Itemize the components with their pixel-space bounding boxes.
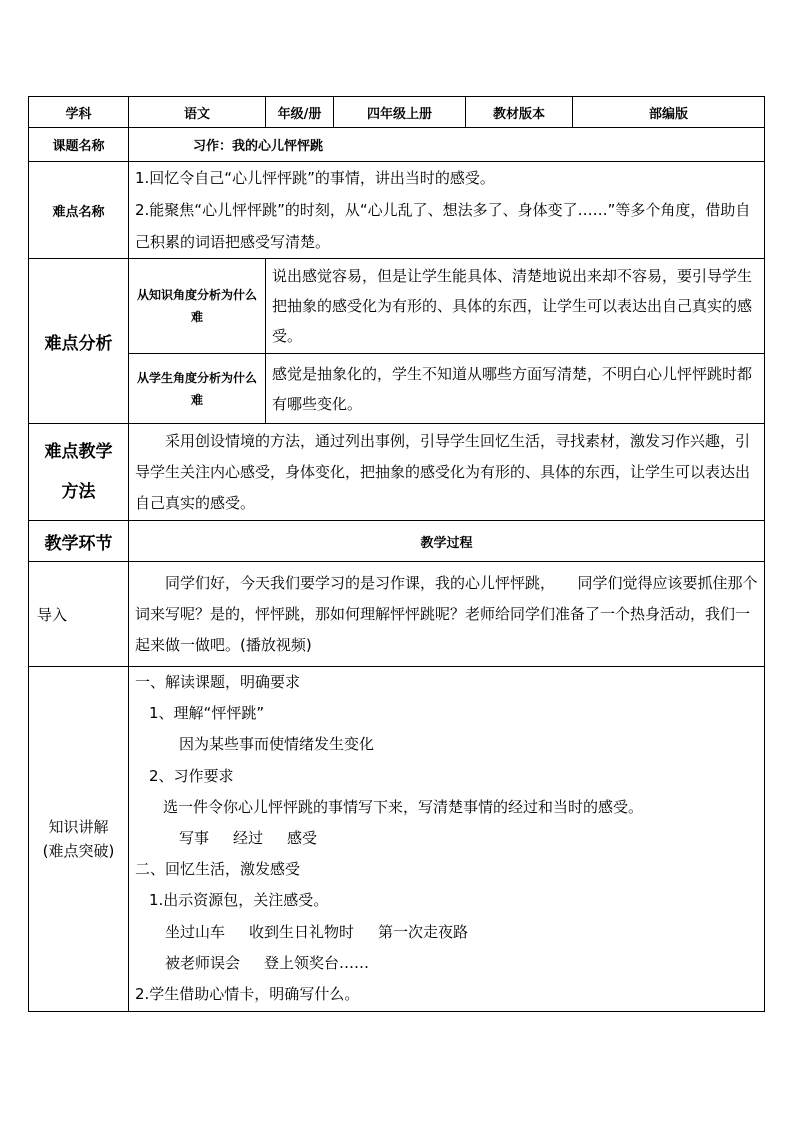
- subject-label: 学科: [29, 97, 129, 128]
- knowledge-line: 1.出示资源包，关注感受。: [149, 891, 329, 910]
- knowledge-label-line2: (难点突破): [42, 842, 115, 860]
- knowledge-row: [29, 667, 765, 1012]
- knowledge-line: 二、回忆生活，激发感受: [135, 860, 301, 879]
- method-label-line1: 难点教学: [44, 442, 113, 462]
- lesson-name-label: 课题名称: [29, 128, 129, 162]
- method-label-line2: 方法: [61, 482, 96, 502]
- knowledge-line: 2、习作要求: [149, 766, 234, 785]
- difficulty-row: [29, 162, 765, 259]
- example-award-stage: 登上领奖台……: [264, 953, 370, 972]
- header-row: [29, 97, 765, 128]
- process-header-row: [29, 521, 765, 562]
- edition-value: 部编版: [573, 97, 765, 128]
- knowledge-line: 2.学生借助心情卡，明确写什么。: [135, 985, 360, 1004]
- knowledge-line: [135, 948, 764, 979]
- analysis-student-label: 从学生角度分析为什么难: [129, 354, 266, 424]
- method-label: [29, 424, 129, 521]
- example-birthday-gift: 收到生日礼物时: [249, 922, 355, 941]
- lesson-plan-table: [28, 96, 764, 1012]
- knowledge-label: [29, 667, 129, 1012]
- difficulty-label: 难点名称: [29, 162, 129, 259]
- example-night-walk: 第一次走夜路: [378, 922, 469, 941]
- knowledge-line: 1、理解“怦怦跳”: [149, 704, 265, 723]
- knowledge-label-line1: 知识讲解: [48, 818, 109, 836]
- subject-value: 语文: [129, 97, 266, 128]
- edition-label: 教材版本: [466, 97, 573, 128]
- knowledge-line: [135, 917, 764, 948]
- analysis-knowledge-label: 从知识角度分析为什么难: [129, 259, 266, 354]
- difficulty-item-1: 1.回忆令自己“心儿怦怦跳”的事情，讲出当时的感受。: [135, 169, 495, 187]
- knowledge-line: 因为某些事而使情绪发生变化: [179, 735, 375, 754]
- analysis-knowledge-text: 说出感觉容易，但是让学生能具体、清楚地说出来却不容易，要引导学生把抽象的感受化为有形的、具体的东西，让学生可以表达出自己真实的感受。: [266, 259, 765, 354]
- analysis-label: 难点分析: [29, 259, 129, 424]
- keyword-process: 经过: [233, 829, 264, 848]
- analysis-row-knowledge: [29, 259, 765, 354]
- keyword-write-event: 写事: [179, 829, 210, 848]
- knowledge-line: [135, 823, 764, 854]
- difficulty-item-2: 2.能聚焦“心儿怦怦跳”的时刻，从“心儿乱了、想法多了、身体变了……”等多个角度，借助自己积累的词语把感受写清楚。: [135, 201, 751, 251]
- process-header-label: 教学环节: [29, 521, 129, 562]
- knowledge-content: [129, 667, 765, 1012]
- analysis-student-text: 感觉是抽象化的，学生不知道从哪些方面写清楚，不明白心儿怦怦跳时都有哪些变化。: [266, 354, 765, 424]
- method-text: 采用创设情境的方法，通过列出事例，引导学生回忆生活，寻找素材，激发习作兴趣，引导学生关注内心感受，身体变化，把抽象的感受化为有形的、具体的东西，让学生可以表达出自己真实的感受。: [129, 424, 765, 521]
- lesson-name-value: 习作：我的心儿怦怦跳: [129, 128, 765, 162]
- knowledge-line: 选一件令你心儿怦怦跳的事情写下来，写清楚事情的经过和当时的感受。: [163, 797, 644, 816]
- keyword-feeling: 感受: [287, 829, 318, 848]
- process-header-value: 教学过程: [129, 521, 765, 562]
- intro-label: 导入: [29, 562, 129, 667]
- intro-text: 同学们好，今天我们要学习的是习作课，我的心儿怦怦跳， 同学们觉得应该要抓住那个词来写呢？是的，怦怦跳，那如何理解怦怦跳呢？老师给同学们准备了一个热身活动，我们一起来做一做吧。(播放视频): [129, 562, 765, 667]
- difficulty-content: [129, 162, 765, 259]
- grade-value: 四年级上册: [334, 97, 466, 128]
- example-misunderstood: 被老师误会: [165, 953, 241, 972]
- intro-row: [29, 562, 765, 667]
- method-row: [29, 424, 765, 521]
- lesson-title-row: [29, 128, 765, 162]
- grade-label: 年级/册: [266, 97, 334, 128]
- analysis-row-student: [29, 354, 765, 424]
- example-rollercoaster: 坐过山车: [165, 922, 226, 941]
- knowledge-line: 一、解读课题，明确要求: [135, 673, 301, 691]
